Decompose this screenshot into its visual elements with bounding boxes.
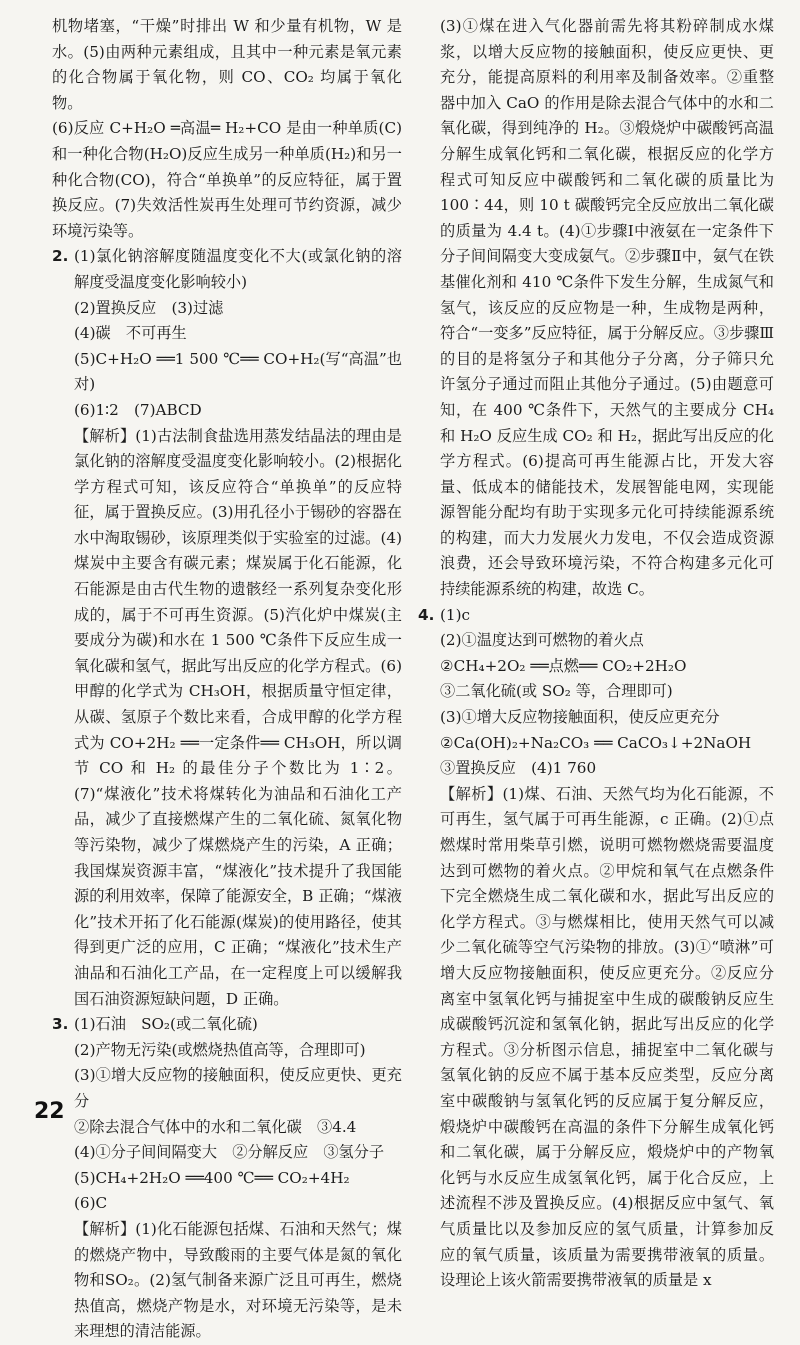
question-number: 2. [52, 247, 69, 266]
left-column [52, 14, 402, 1345]
answer-line: (1)c [440, 605, 471, 624]
answer-line: (1)氯化钠溶解度随温度变化不大(或氯化钠的溶解度受温度变化影响较小) [74, 247, 402, 291]
answer-line: (3)①增大反应物接触面积，使反应更充分 [440, 708, 720, 727]
answer-line: (4)①分子间间隔变大 ②分解反应 ③氢分子 [74, 1143, 385, 1162]
answer-line: ②CH₄+2O₂ ══点燃══ CO₂+2H₂O [440, 656, 687, 675]
answer-line: ③置换反应 (4)1 760 [440, 759, 597, 778]
answer-line: (2)产物无污染(或燃烧热值高等，合理即可) [74, 1040, 366, 1059]
question-3 [52, 1012, 402, 1038]
answer-line: (5)C+H₂O ══1 500 ℃══ CO+H₂(写“高温”也对) [74, 349, 402, 394]
right-column [418, 14, 774, 1294]
answer-line: (4)碳 不可再生 [74, 324, 187, 343]
text-paragraph: (6)反应 C+H₂O ═高温═ H₂+CO 是由一种单质(C)和一种化合物(H₂O)反应生成另一种单质(H₂)和另一种化合物(CO)，符合“单换单”的反应特征，属于置换反应。(7)失效活性炭再生处理可节约资源，减少环境污染等。 [52, 119, 402, 240]
answer-line: (2)①温度达到可燃物的着火点 [440, 631, 644, 650]
answer-line: (6)C [74, 1194, 108, 1213]
text-paragraph: (3)①煤在进入气化器前需先将其粉碎制成水煤浆，以增大反应物的接触面积，使反应更快、更充分，能提高原料的利用率及制备效率。②重整器中加入 CaO 的作用是除去混合气体中的水和二氧化碳，得到纯净的 H₂。③煅烧炉中碳酸钙高温分解生成氧化钙和二氧化碳，根据反应的化学方程式可知反应中碳酸钙和二氧化碳的质量比为 100∶44，则 10 t 碳酸钙完全反应放出二氧化碳的质量为 4.4 t。(4)①步骤Ⅰ中液氨在一定条件下分子间间隔变大变成氨气。②步骤Ⅱ中，氨气在铁基催化剂和 410 ℃条件下发生分解，生成氮气和氢气，该反应的反应物是一种，生成物是两种，符合“一变多”反应特征，属于分解反应。③步骤Ⅲ的目的是将氢分子和其他分子分离，分子筛只允许氢分子通过而阻止其他分子通过。(5)由题意可知，在 400 ℃条件下，天然气的主要成分 CH₄ 和 H₂O 反应生成 CO₂ 和 H₂，据此写出反应的化学方程式。(6)提高可再生能源占比，开发大容量、低成本的储能技术，发展智能电网，实现能源智能分配均有助于实现多元化可持续能源系统的构建，而大力发展火力发电，不仅会造成资源浪费，还会导致环境污染，不符合构建多元化可持续能源系统的构建，故选 C。 [440, 17, 774, 599]
answer-line: (6)1∶2 (7)ABCD [74, 400, 202, 419]
page-number: 22 [34, 1099, 65, 1124]
analysis-paragraph: 【解析】(1)化石能源包括煤、石油和天然气；煤的燃烧产物中，导致酸雨的主要气体是氮的氧化物和SO₂。(2)氢气制备来源广泛且可再生，燃烧热值高，燃烧产物是水，对环境无污染等，是未来理想的清洁能源。 [74, 1219, 402, 1341]
question-number: 3. [52, 1015, 69, 1034]
answer-line: (3)①增大反应物的接触面积，使反应更快、更充分 [74, 1066, 402, 1110]
text-paragraph: 机物堵塞，“干燥”时排出 W 和少量有机物，W 是水。(5)由两种元素组成，且其中一种元素是氧元素的化合物属于氧化物，则 CO、CO₂ 均属于氧化物。 [52, 17, 402, 112]
answer-line: (1)石油 SO₂(或二氧化硫) [74, 1015, 258, 1034]
analysis-paragraph: 【解析】(1)古法制食盐选用蒸发结晶法的理由是氯化钠的溶解度受温度变化影响较小。(2)根据化学方程式可知，该反应符合“单换单”的反应特征，属于置换反应。(3)用孔径小于锡砂的容器在水中淘取锡砂，该原理类似于实验室的过滤。(4)煤炭中主要含有碳元素；煤炭属于化石能源，化石能源是由古代生物的遗骸经一系列复杂变化形成的，属于不可再生资源。(5)汽化炉中煤炭(主要成分为碳)和水在 1 500 ℃条件下反应生成一氧化碳和氢气，据此写出反应的化学方程式。(6)甲醇的化学式为 CH₃OH，根据质量守恒定律，从碳、氢原子个数比来看，合成甲醇的化学方程式为 CO+2H₂ ══一定条件══ CH₃OH，所以调节 CO 和 H₂ 的最佳分子个数比为 1∶2。(7)“煤液化”技术将煤转化为油品和石油化工产品，减少了直接燃煤产生的二氧化硫、氮氧化物等污染物，减少了煤燃烧产生的污染，A 正确；我国煤炭资源丰富，“煤液化”技术提升了我国能源的利用效率，保障了能源安全，B 正确；“煤液化”技术开拓了化石能源(煤炭)的使用路径，使其得到更广泛的应用，C 正确；“煤液化”技术生产油品和石油化工产品，在一定程度上可以缓解我国石油资源短缺问题，D 正确。 [74, 426, 402, 1008]
answer-line: ③二氧化硫(或 SO₂ 等，合理即可) [440, 682, 673, 701]
analysis-paragraph: 【解析】(1)煤、石油、天然气均为化石能源，不可再生，氢气属于可再生能源，c 正确。(2)①点燃煤时常用柴草引燃，说明可燃物燃烧需要温度达到可燃物的着火点。②甲烷和氧气在点燃条件下完全燃烧生成二氧化碳和水，据此写出反应的化学方程式。③与燃煤相比，使用天然气可以减少二氧化硫等空气污染物的排放。(3)①“喷淋”可增大反应物接触面积，使反应更充分。②反应分离室中氢氧化钙与捕捉室中生成的碳酸钠反应生成碳酸钙沉淀和氢氧化钠，据此写出反应的化学方程式。③分析图示信息，捕捉室中二氧化碳与氢氧化钠的反应不属于基本反应类型，反应分离室中碳酸钠与氢氧化钙的反应属于复分解反应，煅烧炉中碳酸钙在高温的条件下分解生成氧化钙和二氧化碳，属于分解反应，煅烧炉中的产物氧化钙与水反应生成氢氧化钙，属于化合反应，上述流程不涉及置换反应。(4)根据反应中氢气、氧气质量比以及参加反应的氢气质量，计算参加反应的氧气质量，该质量为需要携带液氧的质量。设理论上该火箭需要携带液氧的质量是 x [440, 784, 774, 1290]
answer-line: ②除去混合气体中的水和二氧化碳 ③4.4 [74, 1117, 357, 1136]
answer-line: ②Ca(OH)₂+Na₂CO₃ ══ CaCO₃↓+2NaOH [440, 733, 752, 752]
answer-line: (2)置换反应 (3)过滤 [74, 298, 224, 317]
answer-line: (5)CH₄+2H₂O ══400 ℃══ CO₂+4H₂ [74, 1168, 350, 1187]
question-4 [418, 603, 774, 629]
question-2 [52, 244, 402, 295]
question-number: 4. [418, 605, 435, 624]
